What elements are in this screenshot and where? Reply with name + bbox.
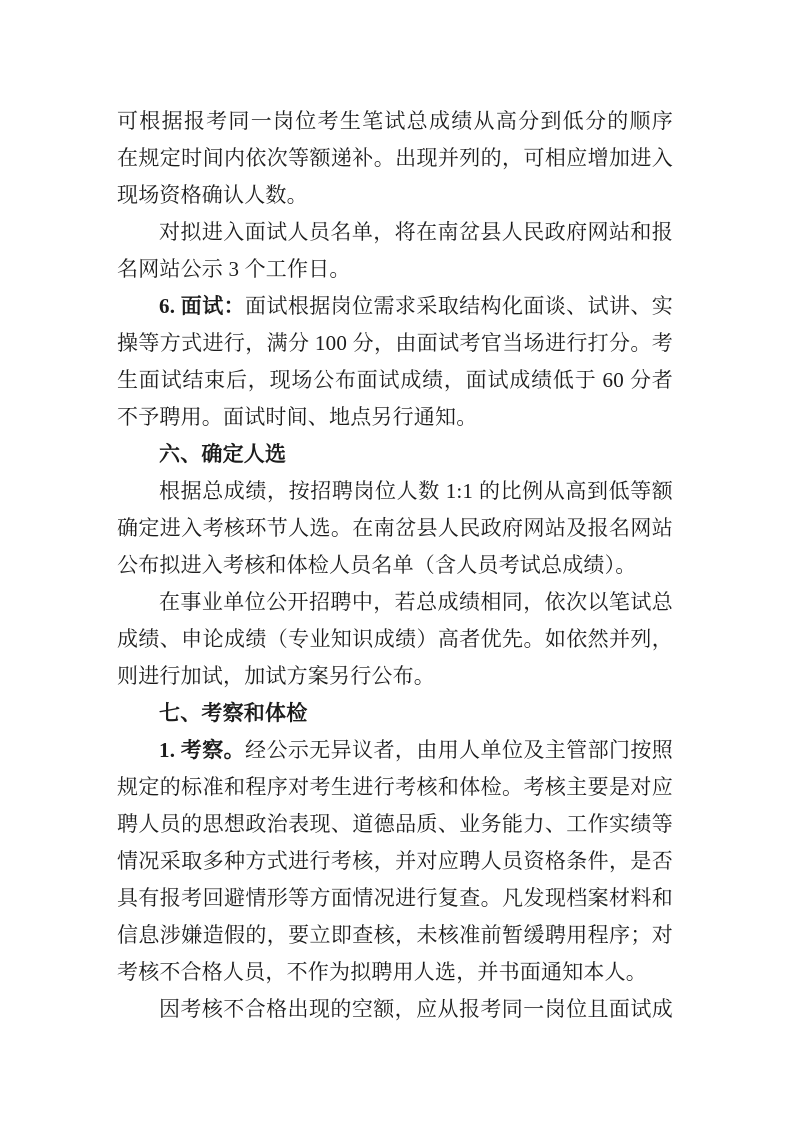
text-line: 情况采取多种方式进行考核，并对应聘人员资格条件，是否 [117,849,673,873]
document-text-block [117,103,673,1028]
text-line: 在事业单位公开招聘中，若总成绩相同，依次以笔试总 [159,590,673,614]
text-line: 公布拟进入考核和体检人员名单（含人员考试总成绩）。 [117,553,637,577]
text-line: 操等方式进行，满分 100 分，由面试考官当场进行打分。考 [117,331,673,355]
text-line: 在规定时间内依次等额递补。出现并列的，可相应增加进入 [117,146,673,170]
text-line: 名网站公示 3 个工作日。 [117,257,351,281]
section-heading-6: 六、确定人选 [159,442,287,466]
text-line: 具有报考回避情形等方面情况进行复查。凡发现档案材料和 [117,886,673,910]
text-run: 经公示无异议者，由用人单位及主管部门按照 [245,738,674,762]
text-line: 对拟进入面试人员名单，将在南岔县人民政府网站和报 [159,220,673,244]
text-line: 考核不合格人员，不作为拟聘用人选，并书面通知本人。 [117,960,647,984]
text-line [117,732,673,769]
text-line [117,288,673,325]
text-line: 成绩、申论成绩（专业知识成绩）高者优先。如依然并列， [117,627,673,651]
text-line: 不予聘用。面试时间、地点另行通知。 [117,405,478,429]
text-line: 现场资格确认人数。 [117,183,308,207]
text-line: 聘人员的思想政治表现、道德品质、业务能力、工作实绩等 [117,812,673,836]
text-run: 面试根据岗位需求采取结构化面谈、试讲、实 [245,294,674,318]
section-heading-7: 七、考察和体检 [159,701,308,725]
text-line: 因考核不合格出现的空额，应从报考同一岗位且面试成 [159,997,673,1021]
text-line: 生面试结束后，现场公布面试成绩，面试成绩低于 60 分者 [117,368,673,392]
text-line: 信息涉嫌造假的，要立即查核，未核准前暂缓聘用程序；对 [117,923,673,947]
text-line: 则进行加试，加试方案另行公布。 [117,664,435,688]
text-line: 可根据报考同一岗位考生笔试总成绩从高分到低分的顺序 [117,109,673,133]
item-6-interview-label: 6. 面试： [159,294,246,318]
text-line: 根据总成绩，按招聘岗位人数 1:1 的比例从高到低等额 [159,479,673,503]
item-1-inspection-label: 1. 考察。 [159,738,246,762]
text-line: 确定进入考核环节人选。在南岔县人民政府网站及报名网站 [117,516,673,540]
text-line: 规定的标准和程序对考生进行考核和体检。考核主要是对应 [117,775,673,799]
